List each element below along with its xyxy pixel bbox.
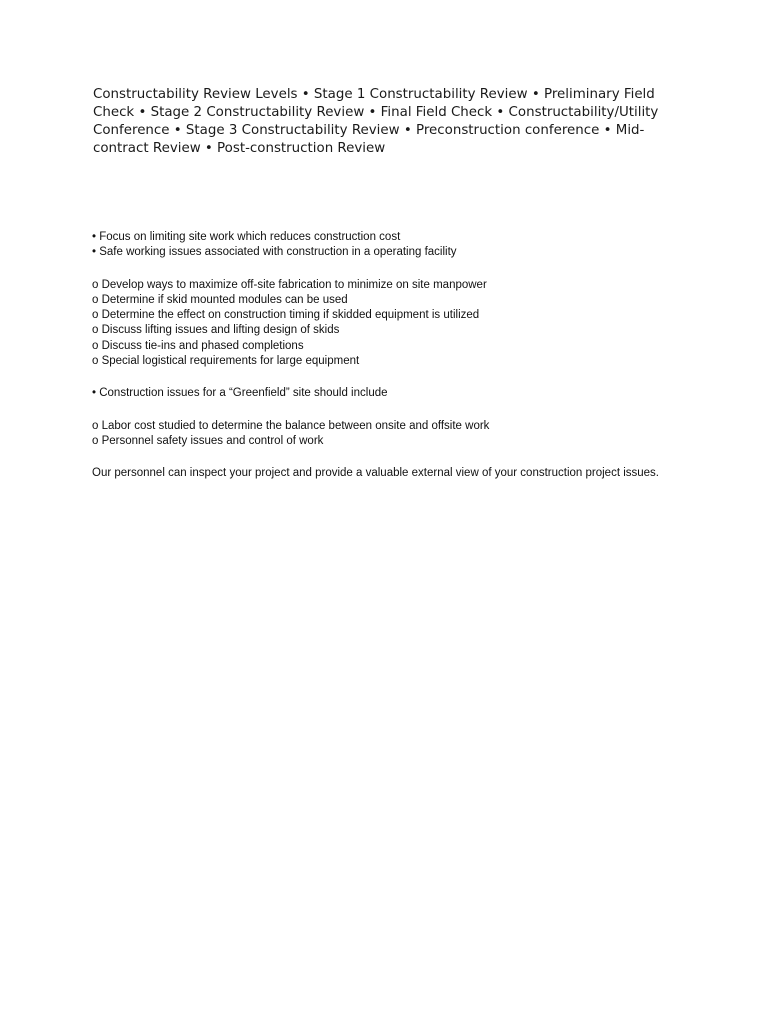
list-item: • Safe working issues associated with construction in a operating facility xyxy=(92,246,457,259)
sub-list-greenfield xyxy=(92,419,682,450)
list-item: o Develop ways to maximize off-site fabrication to minimize on site manpower xyxy=(92,278,487,291)
closing-paragraph-wrapper xyxy=(92,466,682,481)
list-item: o Determine the effect on construction timing if skidded equipment is utilized xyxy=(92,309,480,322)
list-item: o Special logistical requirements for large equipment xyxy=(92,355,360,368)
list-item: o Discuss lifting issues and lifting design of skids xyxy=(92,324,340,337)
list-item: o Labor cost studied to determine the balance between onsite and offsite work xyxy=(92,419,490,432)
sub-list-prefabrication xyxy=(92,278,682,370)
closing-paragraph: Our personnel can inspect your project and provide a valuable external view of your construction project issues. xyxy=(92,467,659,480)
list-item: • Focus on limiting site work which reduces construction cost xyxy=(92,231,401,243)
list-item: o Personnel safety issues and control of work xyxy=(92,434,324,447)
list-item: • Construction issues for a “Greenfield” site should include xyxy=(92,387,388,400)
document-body xyxy=(92,230,682,499)
bullet-list-greenfield xyxy=(92,386,682,401)
list-item: o Discuss tie-ins and phased completions xyxy=(92,339,304,352)
document-title: Constructability Review Levels • Stage 1 Constructability Review • Preliminary Field Check • Stage 2 Constructability Review • Final Field Check • Constructability/Utility Conference • Stage 3 Constructability Review • Preconstruction conference • Mid-contract Review • Post-construction Review xyxy=(93,87,659,156)
bullet-list-primary xyxy=(92,230,682,261)
list-item: o Determine if skid mounted modules can be used xyxy=(92,293,348,306)
